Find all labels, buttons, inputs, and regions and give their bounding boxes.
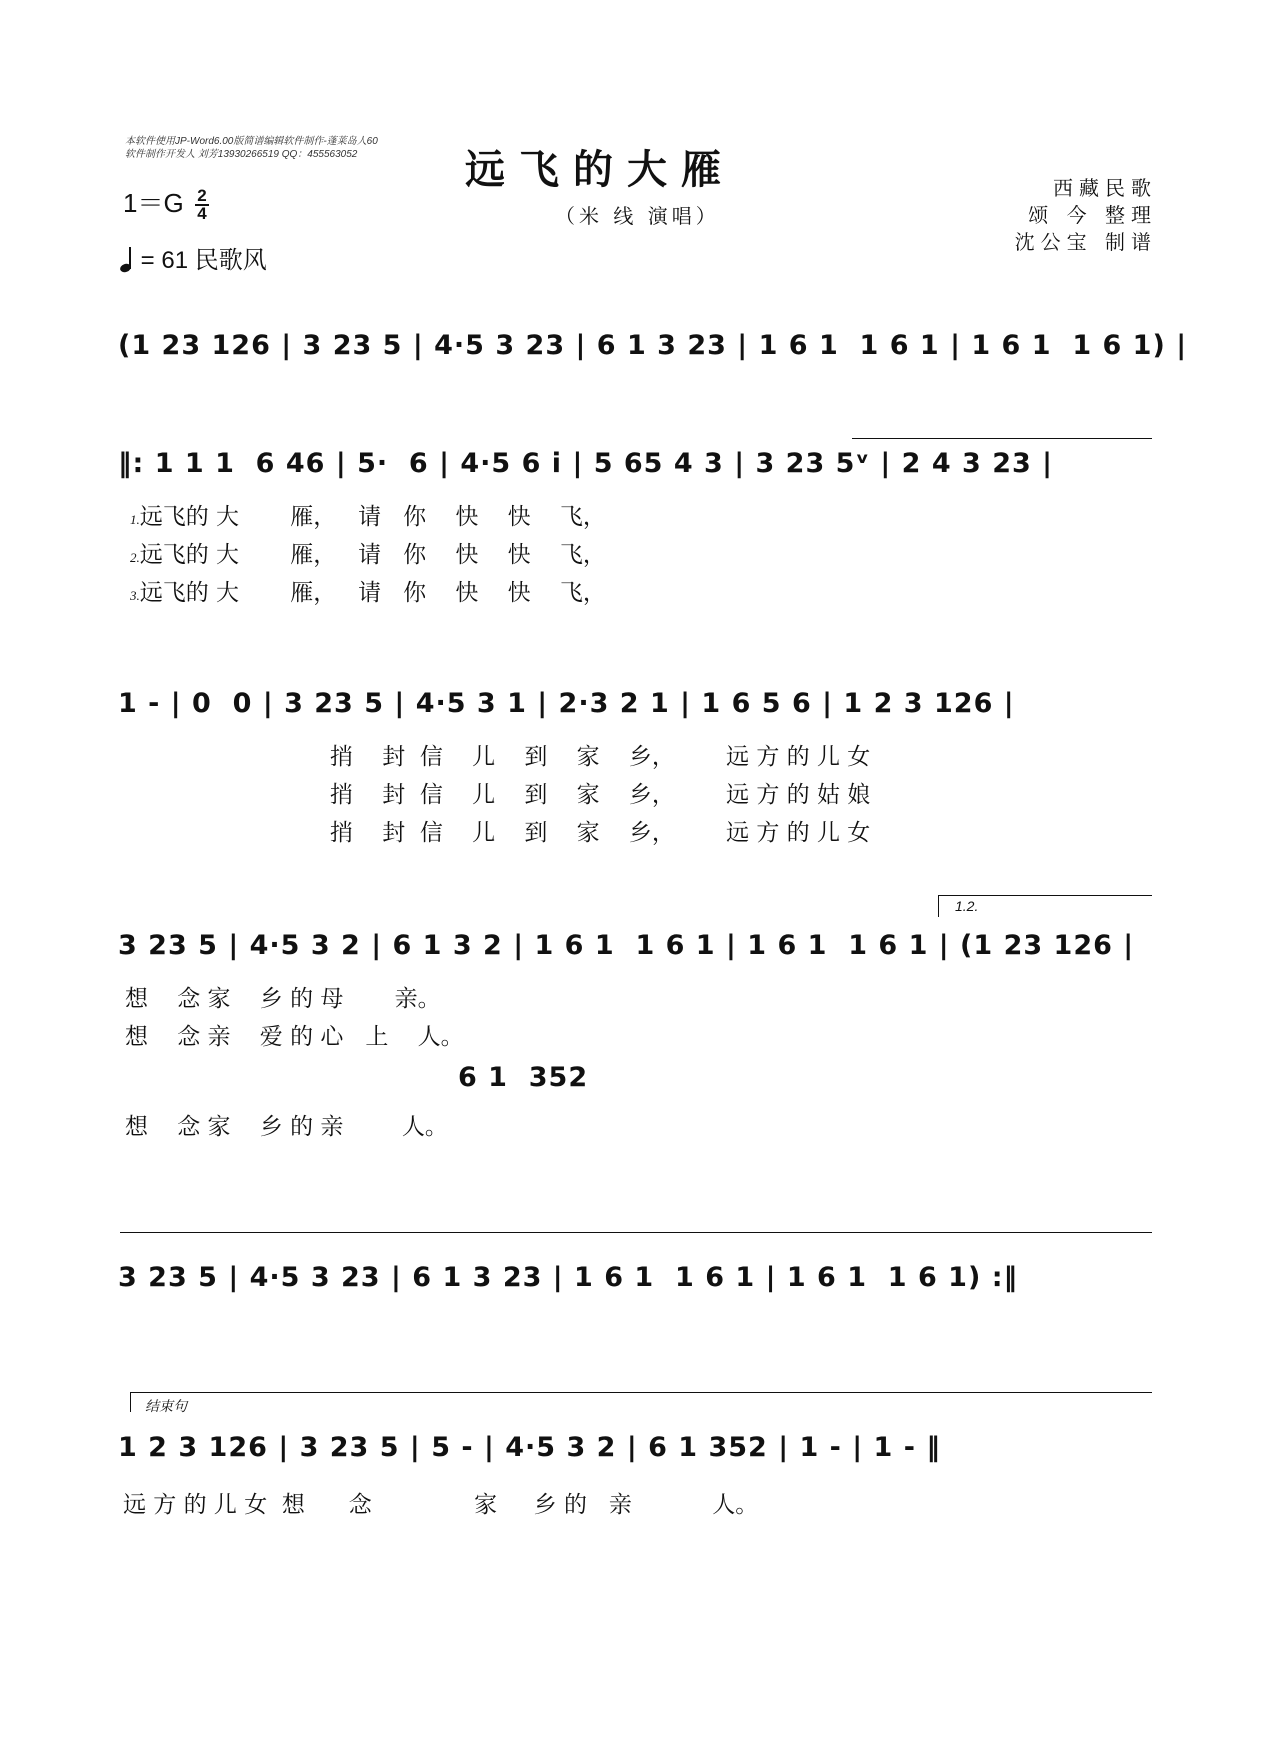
key-label: 1＝G xyxy=(123,188,184,218)
phrase-bracket xyxy=(120,1232,1152,1233)
key-signature xyxy=(123,183,209,222)
lyrics-row-1 xyxy=(130,498,606,612)
alt-notes-verse-3: 6 1 352 xyxy=(458,1062,589,1093)
lyrics-row-2 xyxy=(330,738,870,852)
coda-label: 结束句 xyxy=(145,1398,187,1414)
score-row-2: 1 - | 0 0 | 3 23 5 | 4·5 3 1 | 2·3 2 1 | 1 6 5 6 | 1 2 3 126 | xyxy=(118,688,1015,719)
watermark-line-2: 软件制作开发人 刘芳13930266519 QQ：455563052 xyxy=(125,149,358,160)
time-signature-top: 2 xyxy=(197,186,207,206)
phrase-bracket xyxy=(852,438,1152,439)
time-signature-bottom: 4 xyxy=(197,204,207,224)
score-row-coda: 1 2 3 126 | 3 23 5 | 5 - | 4·5 3 2 | 6 1 352 | 1 - | 1 - ‖ xyxy=(118,1432,941,1463)
watermark-line-1: 本软件使用JP-Word6.00版简谱编辑软件制作-蓬莱岛人60 xyxy=(125,136,378,147)
verse-2: 想 念 亲 爱 的 心 上 人。 xyxy=(125,1024,464,1050)
credits xyxy=(1015,175,1157,256)
verse-2: 2.远飞的 大 雁， 请 你 快 快 飞， xyxy=(130,542,606,568)
credit-arranger: 颂 今 整理 xyxy=(1028,203,1157,227)
tempo-value: = 61 xyxy=(140,247,189,274)
score-row-1: ‖: 1 1 1 6 46 | 5· 6 | 4·5 6 i | 5 65 4 3 | 3 23 5ᵛ | 2 4 3 23 | xyxy=(118,448,1054,479)
song-subtitle: （米 线 演唱） xyxy=(555,204,720,228)
tempo-marking xyxy=(120,240,267,275)
watermark xyxy=(125,135,378,161)
credit-notator: 沈公宝 制谱 xyxy=(1014,230,1157,254)
score-row-intro: (1 23 126 | 3 23 5 | 4·5 3 23 | 6 1 3 23 | 1 6 1 1 6 1 | 1 6 1 1 6 1) | xyxy=(118,330,1188,361)
volta-bracket xyxy=(938,895,1152,896)
verse-1: 捎 封 信 儿 到 家 乡， 远 方 的 儿 女 xyxy=(330,744,871,770)
verse-1: 1.远飞的 大 雁， 请 你 快 快 飞， xyxy=(130,504,606,530)
quarter-note-icon xyxy=(120,246,134,272)
song-title: 远飞的大雁 xyxy=(465,146,735,193)
score-row-4: 3 23 5 | 4·5 3 23 | 6 1 3 23 | 1 6 1 1 6 1 | 1 6 1 1 6 1) :‖ xyxy=(118,1262,1018,1293)
credit-origin: 西藏民歌 xyxy=(1053,176,1157,200)
verse-1: 想 念 家 乡 的 母 亲。 xyxy=(125,986,441,1012)
verse-3: 想 念 家 乡 的 亲 人。 xyxy=(125,1114,448,1140)
volta-label: 1.2. xyxy=(955,898,979,914)
coda-bracket xyxy=(130,1392,1152,1393)
time-signature xyxy=(195,188,209,222)
lyrics-row-3 xyxy=(125,980,464,1056)
lyrics-coda: 远 方 的 儿 女 想 念 家 乡 的 亲 人。 xyxy=(123,1492,759,1518)
verse-3: 3.远飞的 大 雁， 请 你 快 快 飞， xyxy=(130,580,606,606)
score-row-3: 3 23 5 | 4·5 3 2 | 6 1 3 2 | 1 6 1 1 6 1 | 1 6 1 1 6 1 | (1 23 126 | xyxy=(118,930,1135,961)
verse-3: 捎 封 信 儿 到 家 乡， 远 方 的 儿 女 xyxy=(330,820,871,846)
verse-2: 捎 封 信 儿 到 家 乡， 远 方 的 姑 娘 xyxy=(330,782,871,808)
tempo-style: 民歌风 xyxy=(194,247,267,274)
